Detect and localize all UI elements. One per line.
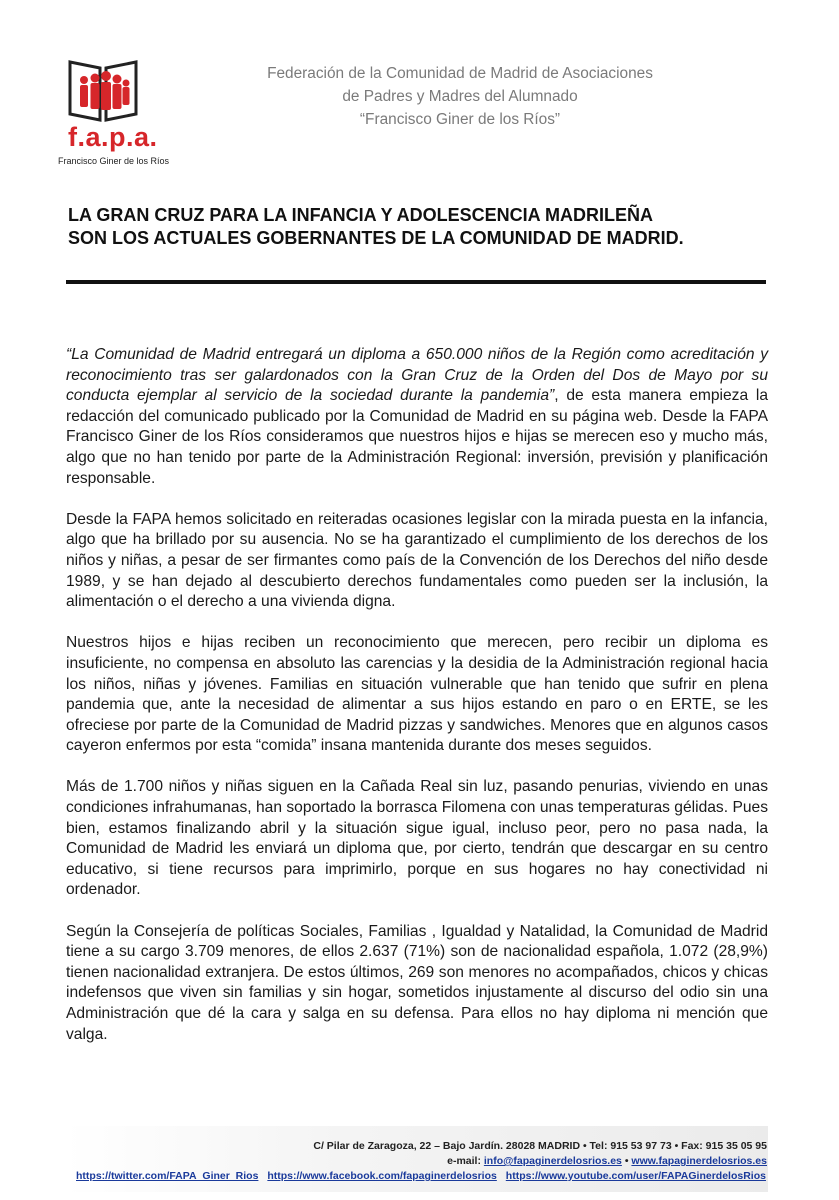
paragraph-2: Desde la FAPA hemos solicitado en reiteradas ocasiones legislar con la mirada puesta en la infancia, algo que ha brillado por su ausencia. No se ha garantizado el cumplimiento de los derechos de los niños y niñas, a pesar de ser firmantes como país de la Convención de los Derechos del niño desde 1989, y se han dejado al descubierto derechos fundamentales como pueden ser la inclusión, la alimentación o el derecho a una vivienda digna.	[66, 510, 768, 611]
email-label: e-mail:	[447, 1155, 484, 1167]
org-line-1: Federación de la Comunidad de Madrid de Asociaciones	[267, 65, 653, 82]
paragraph-3: Nuestros hijos e hijas reciben un reconocimiento que merecen, pero recibir un diploma es insuficiente, no compensa en absoluto las carencias y la desidia de la Administración regional hacia los niños, niñas y jóvenes. Familias en situación vulnerable que han tenido que sufrir en plena pandemia que, ante la necesidad de alimentar a sus hijos estando en paro o en ERTE, se les ofreciese por parte de la Comunidad de Madrid pizzas y sandwiches. Menores que en algunos casos cayeron enfermos por esta “comida” insana mantenida durante dos meses seguidos.	[66, 634, 768, 755]
title-line-2: SON LOS ACTUALES GOBERNANTES DE LA COMUNIDAD DE MADRID.	[68, 228, 684, 248]
contact-separator: •	[621, 1155, 632, 1167]
logo-subtitle: Francisco Giner de los Ríos	[58, 156, 170, 166]
website-link[interactable]: www.fapaginerdelosrios.es	[631, 1155, 767, 1167]
paragraph-1-rest: , de esta manera empieza la redacción del comunicado publicado por la Comunidad de Madrid en su página web. Desde la FAPA Francisco Giner de los Ríos consideramos que nuestros hijos e hijas se merecen eso y mucho más, algo que no han tenido por parte de la Administración Regional: inversión, previsión y planificación responsable.	[66, 387, 769, 487]
paragraph-1-quote: “La Comunidad de Madrid entregará un diploma a 650.000 niños de la Región como acreditación y reconocimiento tras ser galardonados con la Gran Cruz de la Orden del Dos de Mayo por su conducta ejemplar al servicio de la sociedad durante la pandemia”	[66, 346, 768, 405]
title-line-1: LA GRAN CRUZ PARA LA INFANCIA Y ADOLESCENCIA MADRILEÑA	[68, 205, 653, 225]
title-divider	[66, 280, 766, 284]
fapa-logo-icon	[62, 58, 144, 124]
document-body	[66, 345, 768, 1066]
youtube-link[interactable]: https://www.youtube.com/user/FAPAGinerdelosRios	[505, 1170, 766, 1182]
email-link[interactable]: info@fapaginerdelosrios.es	[483, 1155, 622, 1167]
document-title	[68, 204, 768, 250]
logo-acronym: f.a.p.a.	[68, 122, 158, 152]
footer-address: C/ Pilar de Zaragoza, 22 – Bajo Jardín. 28028 MADRID • Tel: 915 53 97 73 • Fax: 915 35 05 95	[313, 1140, 767, 1152]
org-line-3: “Francisco Giner de los Ríos”	[359, 111, 561, 128]
paragraph-5: Según la Consejería de políticas Sociales, Familias , Igualdad y Natalidad, la Comunidad de Madrid tiene a su cargo 3.709 menores, de ellos 2.637 (71%) son de nacionalidad española, 1.072 (28,9%) tienen nacionalidad extranjera. De estos últimos, 269 son menores no acompañados, chicos y chicas indefensos que viven sin familias y sin hogar, sometidos injustamente al discurso del odio sin una Administración que dé la cara y salga en su defensa. Para ellos no hay diploma ni mención que valga.	[66, 922, 768, 1043]
paragraph-1	[66, 345, 768, 489]
paragraph-4: Más de 1.700 niños y niñas siguen en la Cañada Real sin luz, pasando penurias, viviendo en unas condiciones infrahumanas, han soportado la borrasca Filomena con unas temperaturas gélidas. Pues bien, estamos finalizando abril y la situación sigue igual, incluso peor, pero no pasa nada, la Comunidad de Madrid les enviará un diploma que, por cierto, tendrán que descargar en su centro educativo, si tiene recursos para imprimirlo, porque en sus hogares no hay conectividad ni ordenador.	[66, 778, 768, 899]
organization-name	[190, 62, 730, 131]
social-links	[76, 1170, 766, 1182]
fapa-logo	[58, 58, 178, 170]
org-line-2: de Padres y Madres del Alumnado	[342, 88, 578, 105]
footer-contact	[447, 1155, 767, 1167]
twitter-link[interactable]: https://twitter.com/FAPA_Giner_Rios	[76, 1170, 259, 1182]
facebook-link[interactable]: https://www.facebook.com/fapaginerdelosrios	[267, 1170, 497, 1182]
